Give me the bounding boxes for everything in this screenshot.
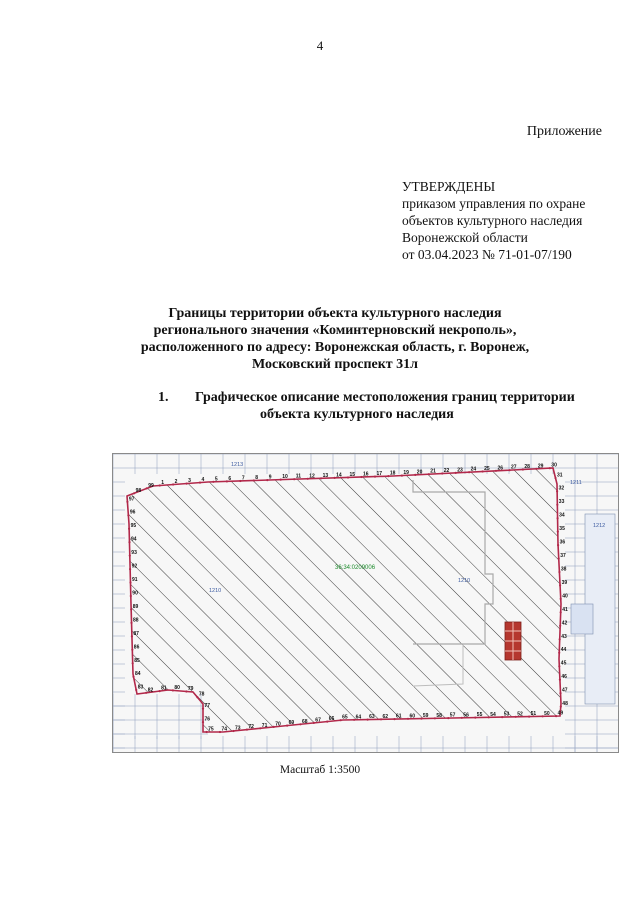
boundary-point-label: 35 [559, 526, 565, 533]
boundary-point-label: 78 [198, 691, 205, 698]
boundary-point-label: 11 [295, 473, 301, 480]
boundary-point-label: 89 [132, 603, 139, 610]
boundary-point-label: 82 [147, 687, 154, 694]
boundary-point-label: 79 [187, 686, 194, 692]
boundary-point-label: 18 [389, 470, 396, 477]
boundary-point-label: 62 [382, 713, 389, 720]
boundary-point-label: 96 [129, 509, 136, 516]
boundary-point-label: 21 [430, 468, 436, 475]
boundary-point-label: 97 [128, 496, 135, 503]
boundary-point-label: 43 [561, 633, 567, 640]
boundary-point-label: 61 [396, 713, 402, 720]
boundary-point-label: 4 [201, 477, 205, 484]
boundary-point-label: 95 [130, 523, 137, 530]
boundary-point-label: 54 [490, 711, 496, 718]
boundary-point-label: 37 [560, 553, 566, 559]
boundary-point-label: 47 [562, 687, 568, 694]
map-scale: Масштаб 1:3500 [279, 764, 361, 776]
boundary-point-label: 19 [403, 470, 409, 477]
boundary-point-label: 56 [463, 712, 469, 719]
section-title-line: Графическое описание местоположения границ территории [195, 390, 575, 405]
boundary-point-label: 8 [255, 475, 259, 481]
title-line: Московский проспект 31л [251, 357, 419, 372]
boundary-point-label: 2 [174, 479, 178, 485]
boundary-point-label: 42 [561, 620, 568, 627]
boundary-point-label: 91 [132, 577, 138, 583]
boundary-point-label: 75 [208, 726, 214, 733]
boundary-point-label: 7 [241, 475, 245, 482]
boundary-point-label: 46 [561, 674, 567, 681]
territory-polygon [127, 468, 561, 732]
approval-heading: УТВЕРЖДЕНЫ [402, 179, 496, 194]
boundary-point-label: 44 [560, 647, 567, 654]
boundary-point-label: 49 [557, 710, 564, 717]
boundary-point-label: 69 [288, 720, 295, 727]
title-line: расположенного по адресу: Воронежская область, г. Воронеж, [140, 340, 530, 355]
boundary-point-label: 52 [517, 711, 523, 718]
boundary-point-label: 92 [131, 563, 138, 570]
boundary-point-label: 17 [376, 471, 383, 478]
boundary-point-label: 68 [302, 718, 308, 725]
boundary-point-label: 26 [497, 465, 504, 472]
boundary-point-label: 1 [161, 480, 164, 486]
block-label: 1211 [570, 480, 582, 486]
boundary-point-label: 32 [558, 485, 565, 492]
boundary-point-label: 74 [221, 726, 228, 733]
document-title [100, 305, 570, 373]
boundary-point-label: 41 [562, 606, 568, 613]
boundary-point-label: 71 [261, 722, 268, 729]
section-number: 1. [158, 390, 169, 405]
boundary-point-label: 70 [275, 721, 281, 728]
approval-line: от 03.04.2023 № 71-01-07/190 [402, 247, 572, 262]
map-drawing [113, 454, 618, 752]
boundary-point-label: 94 [131, 536, 137, 543]
boundary-point-label: 86 [133, 644, 140, 651]
boundary-point-label: 31 [557, 472, 563, 479]
approval-line: Воронежской области [402, 230, 528, 245]
boundary-point-label: 3 [188, 478, 191, 485]
page-number: 4 [316, 38, 324, 53]
boundary-point-label: 73 [235, 725, 241, 732]
boundary-point-label: 30 [551, 462, 557, 469]
boundary-point-label: 23 [457, 467, 463, 474]
boundary-point-label: 36 [559, 539, 566, 546]
boundary-point-label: 90 [132, 590, 138, 597]
boundary-point-label: 55 [476, 712, 483, 719]
block-label: 1210 [209, 588, 222, 594]
boundary-point-label: 33 [558, 499, 565, 506]
boundary-point-label: 16 [363, 471, 369, 478]
boundary-point-label: 84 [135, 671, 141, 678]
block-label: 1212 [593, 523, 606, 529]
boundary-point-label: 80 [174, 684, 180, 691]
boundary-point-label: 64 [355, 714, 362, 721]
boundary-point-label: 48 [562, 701, 568, 707]
boundary-point-label: 65 [342, 714, 348, 721]
boundary-point-label: 87 [133, 630, 139, 637]
boundary-point-label: 77 [204, 703, 211, 710]
boundary-point-label: 88 [133, 617, 139, 624]
boundary-point-label: 50 [544, 710, 550, 717]
cadastral-number: 36:34:0209006 [335, 565, 376, 571]
appendix-label: Приложение [526, 124, 602, 139]
monument-marker [505, 622, 521, 660]
block-label: 1213 [231, 462, 244, 468]
boundary-point-label: 15 [349, 472, 356, 478]
boundary-point-label: 24 [470, 466, 477, 473]
boundary-point-label: 29 [537, 463, 544, 470]
boundary-point-label: 67 [315, 717, 321, 724]
boundary-point-label: 34 [559, 512, 565, 519]
boundary-point-label: 25 [484, 466, 490, 472]
boundary-point-label: 81 [161, 685, 167, 692]
boundary-point-label: 12 [309, 473, 315, 480]
title-line: Границы территории объекта культурного наследия [168, 306, 502, 321]
boundary-point-label: 22 [443, 468, 450, 474]
boundary-point-label: 98 [135, 487, 142, 494]
title-line: регионального значения «Коминтерновский некрополь», [153, 323, 517, 338]
boundary-point-label: 66 [328, 716, 335, 723]
approval-block [402, 178, 585, 263]
approval-line: объектов культурного наследия [402, 213, 583, 228]
boundary-point-label: 58 [436, 712, 442, 719]
boundary-point-label: 38 [560, 566, 567, 573]
boundary-point-label: 99 [148, 482, 154, 489]
boundary-point-label: 40 [562, 593, 568, 600]
boundary-point-label: 60 [409, 713, 416, 720]
boundary-point-label: 39 [561, 579, 568, 586]
boundary-point-label: 51 [530, 711, 537, 718]
boundary-map [112, 453, 619, 753]
boundary-point-label: 93 [131, 550, 137, 557]
boundary-point-label: 9 [268, 474, 272, 481]
boundary-point-label: 10 [282, 474, 288, 481]
boundary-point-label: 72 [248, 724, 254, 731]
boundary-point-label: 85 [134, 657, 140, 664]
boundary-point-label: 45 [560, 660, 567, 667]
boundary-point-label: 57 [449, 712, 456, 719]
boundary-point-label: 83 [137, 684, 144, 691]
boundary-point-label: 53 [503, 711, 510, 718]
boundary-point-label: 14 [336, 472, 342, 479]
approval-line: приказом управления по охране [402, 196, 586, 211]
boundary-point-label: 5 [214, 476, 218, 483]
boundary-point-label: 6 [228, 475, 232, 482]
boundary-point-label: 20 [416, 469, 423, 476]
boundary-point-label: 13 [322, 472, 329, 479]
boundary-point-label: 28 [524, 464, 530, 470]
boundary-point-label: 63 [369, 714, 375, 721]
section-title-line: объекта культурного наследия [260, 407, 454, 422]
boundary-point-label: 76 [204, 716, 211, 723]
boundary-point-label: 27 [511, 464, 517, 471]
boundary-point-label: 59 [422, 713, 429, 720]
block-label: 1210 [458, 578, 471, 584]
